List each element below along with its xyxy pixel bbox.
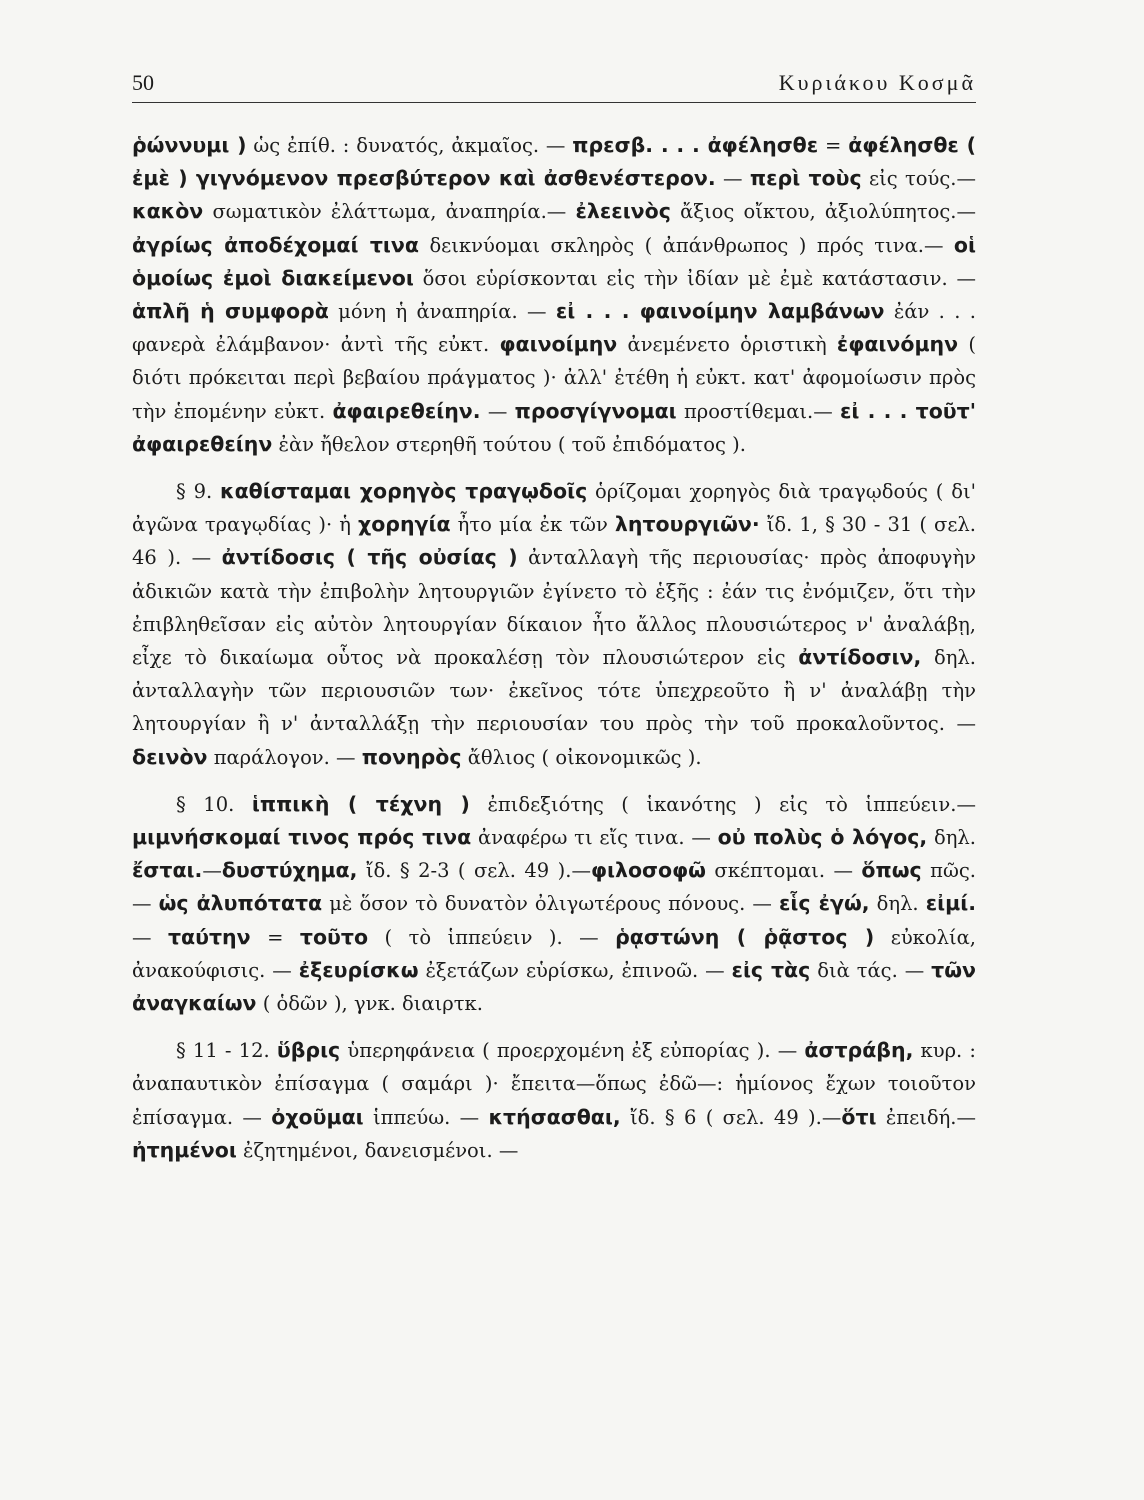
gloss-text: ἱππεύω. — [363, 1105, 489, 1129]
gloss-text: ( ὁδῶν ), γνκ. διαιρτκ. [256, 992, 483, 1016]
gloss-text: ἀναφέρω τι εἴς τινα. — [471, 826, 718, 850]
lemma: ἀντίδοσιν, [798, 645, 922, 670]
running-title: Κυριάκου Κοσμᾶ [778, 70, 976, 95]
lemma: οἱ ὁμοίως ἐμοὶ διακείμενοι [132, 232, 976, 290]
lemma: ἱππικὴ ( τέχνη ) [251, 791, 470, 816]
lemma: ἀφέλησθε ( ἐμὲ ) γιγνόμενον πρεσβύτερον καὶ ἀσθενέστερον. [132, 133, 976, 191]
lemma: κτήσασθαι, [488, 1104, 621, 1129]
lemma: ὡς ἀλυπότατα [158, 891, 323, 916]
lemma: ὅτι [841, 1104, 877, 1129]
lemma: ἐλεεινὸς [575, 199, 671, 224]
gloss-text: ἐὰν ἤθελον στερηθῆ τούτου ( τοῦ ἐπιδόματος ). [272, 432, 746, 456]
lemma: πρεσβ. . . . ἀφέλησθε [572, 133, 819, 157]
gloss-text: δηλ. [927, 826, 976, 850]
gloss-text: δηλ. ἀνταλλαγὴν τῶν περιουσιῶν των· ἐκεῖνος τότε ὑπεχρεοῦτο ἢ ν' ἀναλάβῃ τὴν λητουργίαν ἢ ν' ἀνταλλάξῃ τὴν περιουσίαν του πρὸς τὴν τοῦ προκαλοῦντος. — [132, 646, 976, 736]
lemma: ὅπως [861, 858, 922, 883]
gloss-text: — [480, 399, 515, 423]
lemma: περὶ τοὺς [749, 166, 862, 191]
lemma: ῥᾳστώνη ( ῥᾷστος ) [615, 924, 875, 949]
lemma: ἀντίδοσις ( τῆς οὐσίας ) [221, 545, 518, 570]
gloss-text: ἴδ. § 2-3 ( σελ. 49 ).— [357, 859, 591, 883]
lemma: οὐ πολὺς ὁ λόγος, [717, 825, 928, 850]
lemma: δεινὸν [132, 744, 208, 769]
gloss-text: ἀνταλλαγὴ τῆς περιουσίας· πρὸς ἀποφυγὴν ἀδικιῶν κατὰ τὴν ἐπιβολὴν λητουργιῶν ἐγίνετο τὸ ἑξῆς : ἐάν τις ἐνόμιζεν, ὅτι τὴν ἐπιβληθεῖσαν εἰς αὐτὸν λητουργίαν δίκαιον ἦτο ἄλλος πλουσιώτερος ν' ἀναλάβῃ, εἶχε τὸ δικαίωμα οὗτος νὰ προκαλέσῃ τὸν πλουσιώτερον εἰς [132, 546, 976, 670]
lemma: ἀγρίως ἀποδέχομαί τινα [132, 232, 419, 257]
gloss-text: ὅσοι εὑρίσκονται εἰς τὴν ἰδίαν μὲ ἐμὲ κατάστασιν. — [413, 266, 977, 290]
commentary-text [132, 129, 976, 1167]
lemma: μιμνήσκομαί τινος πρός τινα [132, 825, 472, 850]
gloss-text: = [818, 134, 849, 157]
lemma: κακὸν [132, 199, 204, 224]
lemma: ἐξευρίσκω [298, 957, 419, 982]
lemma: ἔσται. [132, 858, 203, 883]
gloss-text: ἐάν . . . φανερὰ ἐλάμβανον· ἀντὶ τῆς εὐκτ. [132, 300, 976, 357]
gloss-text: σκέπτομαι. — [705, 859, 862, 883]
gloss-text: = [250, 925, 300, 949]
gloss-text: μόνη ἡ ἀναπηρία. — [328, 300, 556, 324]
paragraph-section-10 [132, 788, 976, 1020]
gloss-text: § 10. [176, 792, 252, 816]
lemma: τοῦτο [299, 924, 369, 949]
paragraph-section-9 [132, 475, 976, 774]
gloss-text: ἀνεμένετο ὁριστικὴ [617, 333, 837, 357]
lemma: φαινοίμην [499, 332, 618, 357]
gloss-text: ἄθλιος ( οἰκονομικῶς ). [461, 745, 702, 769]
lemma: ταύτην [167, 924, 251, 949]
lemma: χορηγία [357, 512, 451, 537]
lemma: ἀφαιρεθείην. [332, 398, 481, 423]
gloss-text: ὡς ἐπίθ. : δυνατός, ἀκμαῖος. — [246, 134, 573, 157]
gloss-text: προστίθεμαι.— [676, 399, 841, 423]
gloss-text: ἐπιδεξιότης ( ἱκανότης ) εἰς τὸ ἱππεύειν.— [469, 792, 976, 816]
lemma: τῶν ἀναγκαίων [132, 957, 976, 1016]
gloss-text: ἐζητημένοι, δανεισμένοι. — [236, 1138, 519, 1162]
gloss-text: μὲ ὅσον τὸ δυνατὸν ὀλιγωτέρους πόνους. — [322, 892, 779, 916]
gloss-text: ἦτο μία ἐκ τῶν [450, 513, 615, 537]
page-header [132, 70, 976, 103]
lemma: ἀστράβη, [804, 1038, 914, 1063]
gloss-text: ἄξιος οἴκτου, ἀξιολύπητος.— [670, 200, 976, 224]
gloss-text: δεικνύομαι σκληρὸς ( ἀπάνθρωπος ) πρός τινα.— [418, 233, 954, 257]
gloss-text: εἰς τούς.— [861, 167, 976, 191]
lemma: εἰ . . . τοῦτ' ἀφαιρεθείην [132, 398, 976, 456]
gloss-text: ἴδ. § 6 ( σελ. 49 ).— [620, 1105, 842, 1129]
gloss-text: § 9. [176, 480, 220, 504]
lemma: εἰ . . . φαινοίμην λαμβάνων [555, 299, 885, 324]
gloss-text: ὁρίζομαι χορηγὸς διὰ τραγῳδούς ( δι' ἀγῶνα τραγῳδίας )· ἡ [132, 480, 976, 537]
gloss-text: ἐξετάζων εὑρίσκω, ἐπινοῶ. — [418, 958, 732, 982]
gloss-text: δηλ. [869, 892, 926, 916]
gloss-text: ἴδ. 1, § 30 - 31 ( σελ. 46 ). — [132, 513, 976, 570]
gloss-text: ὑπερηφάνεια ( προερχομένη ἐξ εὐπορίας ). — [340, 1039, 805, 1063]
book-page [132, 70, 976, 1167]
gloss-text: — [132, 925, 168, 949]
gloss-text: παράλογον. — [207, 745, 362, 769]
gloss-text: εὐκολία, ἀνακούφισις. — [132, 925, 976, 982]
lemma: ἐφαινόμην [836, 332, 959, 357]
lemma: εἰμί. [925, 891, 976, 916]
lemma: εἷς ἐγώ, [779, 891, 870, 916]
lemma: ὕβρις [276, 1038, 341, 1063]
lemma: ἠτημένοι [132, 1137, 237, 1162]
lemma: πονηρὸς [361, 744, 462, 769]
gloss-text: ( διότι πρόκειται περὶ βεβαίου πράγματος )· ἀλλ' ἐτέθη ἡ εὐκτ. κατ' ἀφομοίωσιν πρὸς τὴν ἑπομένην εὐκτ. [132, 333, 976, 423]
gloss-text: διὰ τάς. — [810, 958, 932, 982]
page-number: 50 [132, 70, 154, 95]
gloss-text: — [202, 859, 222, 883]
lemma: ὀχοῦμαι [271, 1104, 364, 1129]
gloss-text: κυρ. : ἀναπαυτικὸν ἐπίσαγμα ( σαμάρι )· ἔπειτα—ὅπως ἐδῶ—: ἡμίονος ἔχων τοιοῦτον ἐπίσαγμα. — [132, 1039, 976, 1129]
lemma: ἁπλῆ ἡ συμφορὰ [132, 299, 329, 324]
lemma: ῥώννυμι ) [132, 133, 247, 157]
lemma: λητουργιῶν· [614, 512, 760, 537]
gloss-text: § 11 - 12. [176, 1039, 277, 1063]
lemma: εἰς τὰς [731, 957, 811, 982]
gloss-text: σωματικὸν ἐλάττωμα, ἀναπηρία.— [203, 200, 576, 224]
paragraph-section-11-12 [132, 1034, 976, 1167]
lemma: καθίσταμαι χορηγὸς τραγῳδοῖς [220, 479, 588, 504]
lemma: δυστύχημα, [221, 858, 358, 883]
gloss-text: ( τὸ ἱππεύειν ). — [368, 925, 616, 949]
lemma: προσγίγνομαι [514, 398, 677, 423]
gloss-text: πῶς. — [132, 859, 976, 916]
paragraph-continuation [132, 129, 976, 461]
gloss-text: — [715, 167, 750, 191]
gloss-text: ἐπειδή.— [876, 1105, 976, 1129]
lemma: φιλοσοφῶ [590, 858, 706, 883]
